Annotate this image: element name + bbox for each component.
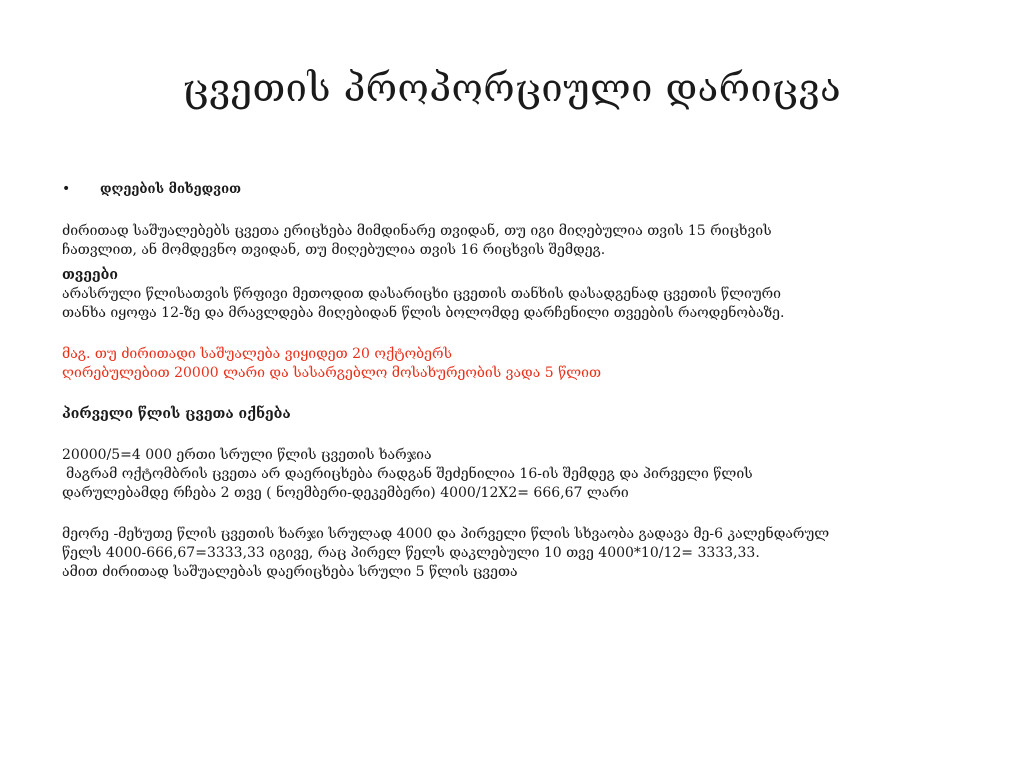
calc-line: 20000/5=4 000 ერთი სრული წლის ცვეთის ხარჯია (62, 447, 432, 463)
example-line: ღირებულებით 20000 ლარი და სასარგებლო მოსახურეობის ვადა 5 წლით (62, 365, 602, 381)
rest-line: წელს 4000-666,67=3333,33 იგივე, რაც პირელ წელს დაკლებული 10 თვე 4000*10/12= 3333,33. (62, 545, 760, 561)
paragraph-line: ჩათვლით, ან მომდევნო თვიდან, თუ მიღებულია თვის 16 რიცხვის შემდეგ. (62, 242, 606, 258)
first-year-heading: პირველი წლის ცვეთა იქნება (62, 406, 291, 422)
months-heading: თვეები (62, 267, 118, 283)
bullet-icon: • (62, 181, 71, 197)
calc-line: დარულებამდე რჩება 2 თვე ( ნოემბერი-დეკემბერი) 4000/12X2= 666,67 ლარი (62, 485, 629, 501)
paragraph-line: არასრული წლისათვის წრფივი მეთოდით დასარიცხი ცვეთის თანხის დასადგენად ცვეთის წლიური (62, 286, 781, 302)
calc-line: მაგრამ ოქტომბრის ცვეთა არ დაერიცხება რადგან შეძენილია 16-ის შემდეგ და პირველი წლის (66, 466, 753, 482)
bullet-text: დღეების მიხედვით (100, 182, 241, 197)
bullet-item (62, 180, 962, 199)
rest-line: ამით ძირითად საშუალებას დაერიცხება სრული 5 წლის ცვეთა (62, 564, 518, 580)
paragraph-line: თანხა იყოფა 12-ზე და მრავლდება მიღებიდან წლის ბოლომდე დარჩენილი თვეების რაოდენობაზე. (62, 305, 785, 321)
slide-body (62, 180, 962, 582)
example-line: მაგ. თუ ძირითადი საშუალება ვიყიდეთ 20 ოქტობერს (62, 346, 453, 362)
rest-line: მეორე -მეხუთე წლის ცვეთის ხარჯი სრულად 4000 და პირველი წლის სხვაობა გადავა მე-6 კალენდარულ (62, 526, 830, 542)
slide-title: ცვეთის პროპორციული დარიცვა (182, 66, 842, 110)
paragraph-line: ძირითად საშუალებებს ცვეთა ერიცხება მიმდინარე თვიდან, თუ იგი მიღებულია თვის 15 რიცხვის (62, 223, 772, 239)
